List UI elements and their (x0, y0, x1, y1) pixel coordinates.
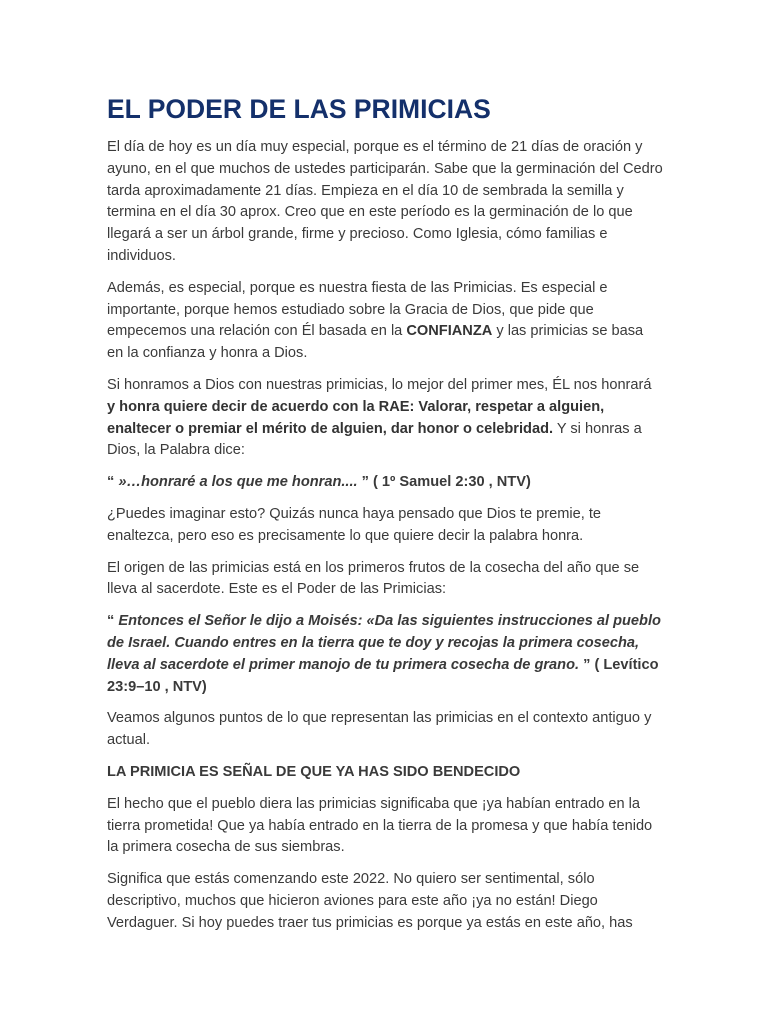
paragraph-intro: El día de hoy es un día muy especial, porque es el término de 21 días de oración y ayuno, en el que muchos de ustedes participarán. Sabe que la germinación del Cedro tarda aproximadamente 21 días. Empieza en el día 10 de sembrada la semilla y termina en el día 30 aprox. Creo que en este período es la germinación de lo que llegará a ser un árbol grande, firme y precioso. Como Iglesia, cómo familias e individuos. (107, 139, 663, 264)
quote-samuel (107, 472, 663, 494)
quote-text: »…honraré a los que me honran.... (118, 474, 358, 491)
paragraph-puntos: Veamos algunos puntos de lo que representan las primicias en el contexto antiguo y actual. (107, 710, 652, 749)
text-segment: Y si honras a Dios, la Palabra dice: (107, 420, 642, 459)
quote-reference: ” ( Levítico 23:9–10 , NTV) (107, 656, 659, 695)
bold-confianza: CONFIANZA (406, 323, 493, 340)
paragraph-pueblo: El hecho que el pueblo diera las primicias significaba que ¡ya habían entrado en la tierra prometida! Que ya había entrado en la tierra de la promesa y que había tenido la primera cosecha de sus siembras. (107, 795, 653, 856)
bold-rae-definition: y honra quiere decir de acuerdo con la RAE: Valorar, respetar a alguien, enaltecer o premiar el mérito de alguien, dar honor o celebridad. (107, 398, 605, 437)
page-title: EL PODER DE LAS PRIMICIAS (107, 94, 491, 124)
quote-reference: ” ( 1º Samuel 2:30 , NTV) (357, 474, 531, 491)
text-segment: y las primicias se basa en la confianza y honra a Dios. (107, 323, 644, 362)
paragraph-imagine: ¿Puedes imaginar esto? Quizás nunca haya pensado que Dios te premie, te enaltezca, pero eso es precisamente lo que quiere decir la palabra honra. (107, 505, 602, 544)
paragraph-2022: Significa que estás comenzando este 2022. No quiero ser sentimental, sólo descriptivo, muchos que hicieron aviones para este año ¡ya no están! Diego Verdaguer. Si hoy puedes traer tus primicias es porque ya estás en este año, has (107, 871, 633, 931)
text-segment: Si honramos a Dios con nuestras primicias, lo mejor del primer mes, ÉL nos honrará (107, 376, 652, 393)
quote-levitico (107, 611, 663, 698)
section-heading: LA PRIMICIA ES SEÑAL DE QUE YA HAS SIDO BENDECIDO (107, 763, 521, 780)
paragraph-primicias-fiesta (107, 278, 663, 365)
quote-open: “ (107, 474, 119, 491)
paragraph-honra (107, 375, 663, 462)
quote-text: Entonces el Señor le dijo a Moisés: «Da las siguientes instrucciones al pueblo de Israel. Cuando entres en la tierra que te doy y recojas la primera cosecha, lleva al sacerdote el primer manojo de tu primera cosecha de grano. (107, 613, 661, 673)
paragraph-origen: El origen de las primicias está en los primeros frutos de la cosecha del año que se lleva al sacerdote. Este es el Poder de las Primicias: (107, 559, 640, 598)
quote-open: “ (107, 613, 119, 630)
document-page (107, 91, 663, 945)
text-segment: Además, es especial, porque es nuestra fiesta de las Primicias. Es especial e importante, porque hemos estudiado sobre la Gracia de Dios, que pide que empecemos una relación con Él basada en la (107, 279, 608, 340)
